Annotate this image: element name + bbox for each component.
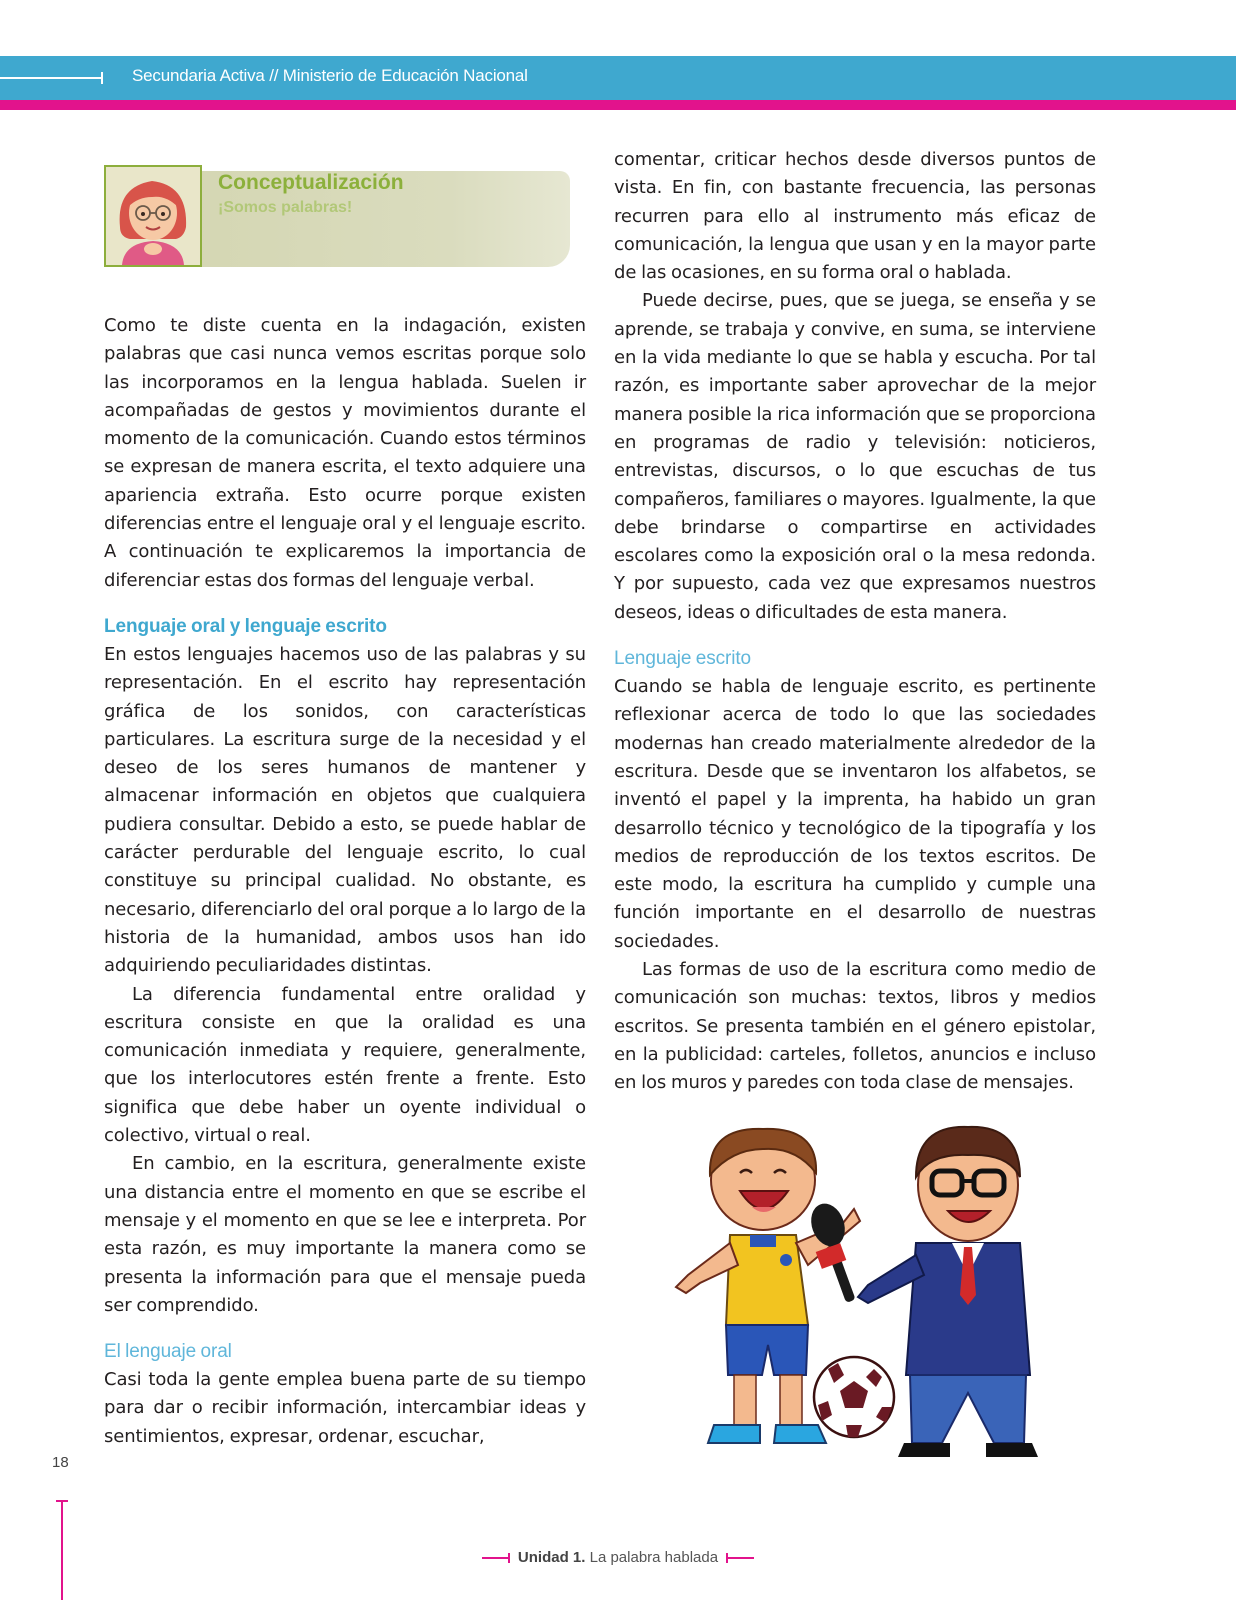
concept-subtitle: ¡Somos palabras! <box>218 199 353 216</box>
concept-title: Conceptualización <box>218 171 404 194</box>
page-number: 18 <box>52 1454 69 1471</box>
header-rule-tick <box>101 72 103 84</box>
right-column <box>614 146 1096 1098</box>
teacher-illustration <box>106 167 200 265</box>
footer-ornament-left <box>482 1557 510 1559</box>
header-rule <box>0 77 103 79</box>
interview-illustration <box>668 1125 1086 1480</box>
paragraph: En cambio, en la escritura, generalmente existe una distancia entre el momento en que se escribe el mensaje y el momento en que se lee e interpreta. Por esta razón, es muy importante la manera como se presenta la información para que el mensaje pueda ser comprendido. <box>104 1153 586 1316</box>
running-title: Secundaria Activa // Ministerio de Educación Nacional <box>132 66 528 85</box>
paragraph: Las formas de uso de la escritura como medio de comunicación son muchas: textos, libros y medios escritos. Se presenta también en el género epistolar, en la publicidad: carteles, folletos, anuncios e incluso en los muros y paredes con toda clase de mensajes. <box>614 959 1096 1094</box>
section-heading-oral-escrito: Lenguaje oral y lenguaje escrito <box>104 615 387 637</box>
paragraph: En estos lenguajes hacemos uso de las palabras y su representación. En el escrito hay representación gráfica de los sonidos, con características particulares. La escritura surge de la necesidad y el deseo de los seres humanos de mantener y almacenar información en objetos que cualquiera pudiera consultar. Debido a esto, se puede hablar de carácter perdurable del lenguaje escrito, lo cual constituye su principal cualidad. No obstante, es necesario, diferenciarlo del oral porque a lo largo de la historia de la humanidad, ambos usos han ido adquiriendo peculiaridades distintas. <box>104 643 586 977</box>
section-heading-lenguaje-oral: El lenguaje oral <box>104 1341 232 1363</box>
paragraph: Puede decirse, pues, que se juega, se enseña y se aprende, se trabaja y convive, en suma, se interviene en la vida mediante lo que se habla y escucha. Por tal razón, es importante saber aprovechar de la mejor manera posible la rica información que se proporciona en programas de radio y televisión: noticieros, entrevistas, discursos, o lo que escuchas de tus compañeros, familiares o mayores. Igualmente, la que debe brindarse o compartirse en actividades escolares como la exposición oral o la mesa redonda. Y por supuesto, cada vez que expresamos nuestros deseos, ideas o dificultades de esta manera. <box>614 290 1096 623</box>
paragraph: La diferencia fundamental entre oralidad y escritura consiste en que la oralidad es una comunicación inmediata y requiere, generalmente, que los interlocutores estén frente a frente. Esto significa que debe haber un oyente individual o colectivo, virtual o real. <box>104 983 586 1147</box>
paragraph: comentar, criticar hechos desde diversos puntos de vista. En fin, con bastante frecuencia, las personas recurren para ello al instrumento más eficaz de comunicación, la lengua que usan y en la mayor parte de las ocasiones, en su forma oral o hablada. <box>614 149 1096 284</box>
unit-label: Unidad 1. <box>517 1549 586 1566</box>
soccer-ball-icon <box>814 1357 894 1437</box>
footer-ornament-right <box>726 1557 754 1559</box>
paragraph: Cuando se habla de lenguaje escrito, es pertinente reflexionar acerca de todo lo que las sociedades modernas han creado materialmente alrededor de la escritura. Desde que se inventaron los alfabetos, se inventó el papel y la imprenta, ha habido un gran desarrollo técnico y tecnológico de la tipografía y los medios de reproducción de los textos escritos. De este modo, la escritura ha cumplido y cumple una función importante en el desarrollo de nuestras sociedades. <box>614 676 1096 952</box>
left-column <box>104 312 586 1451</box>
intro-paragraph: Como te diste cuenta en la indagación, existen palabras que casi nunca vemos escritas porque solo las incorporamos en la lengua hablada. Suelen ir acompañadas de gestos y movimientos durante el momento de la comunicación. Cuando estos términos se expresan de manera escrita, el texto adquiere una apariencia extraña. Esto ocurre porque existen diferencias entre el lenguaje oral y el lenguaje escrito. A continuación te explicaremos la importancia de diferenciar estas dos formas del lenguaje verbal. <box>104 315 586 591</box>
section-heading-lenguaje-escrito: Lenguaje escrito <box>614 648 752 670</box>
unit-title: La palabra hablada <box>589 1549 719 1566</box>
paragraph: Casi toda la gente emplea buena parte de su tiempo para dar o recibir información, intercambiar ideas y sentimientos, expresar, ordenar, escuchar, <box>104 1369 586 1447</box>
footer <box>0 1549 1236 1566</box>
header-accent-bar <box>0 100 1236 110</box>
concept-banner <box>104 165 584 273</box>
teacher-avatar <box>104 165 202 267</box>
